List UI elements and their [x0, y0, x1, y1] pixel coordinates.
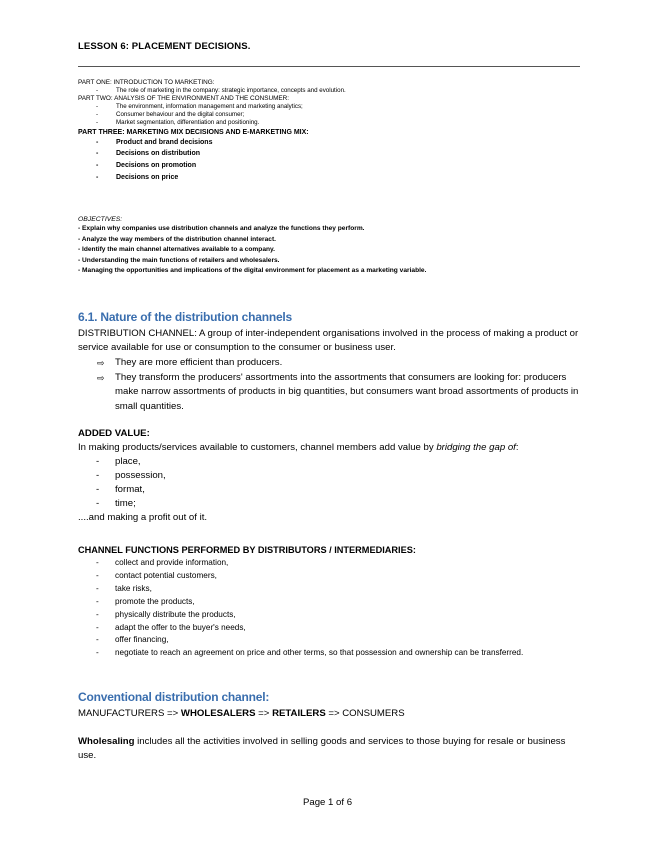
added-value-heading: ADDED VALUE: [78, 428, 150, 439]
list-item: - physically distribute the products, [96, 609, 236, 619]
distribution-channel-definition: DISTRIBUTION CHANNEL: A group of inter-independent organisations involved in the process of making a product or service available for use or consumption to the consumer or business user. [78, 328, 579, 353]
list-item: - take risks, [96, 583, 152, 593]
list-item: - collect and provide information, [96, 558, 229, 567]
list-item: - possession, [96, 470, 166, 481]
outline-item: - Market segmentation, differentiation and positioning. [96, 119, 260, 127]
added-value-section [78, 427, 583, 525]
outline-item: - Product and brand decisions [96, 138, 213, 146]
objective-item: - Explain why companies use distribution channels and analyze the functions they perform. [78, 225, 365, 232]
section-heading-6-1: 6.1. Nature of the distribution channels [78, 310, 293, 324]
channel-functions-section [78, 543, 583, 660]
list-item: ⇨ They are more efficient than producers. [78, 356, 583, 371]
outline-item: - Consumer behaviour and the digital consumer; [96, 111, 245, 119]
section-6-1-body [78, 327, 583, 414]
objective-item: - Identify the main channel alternatives available to a company. [78, 246, 276, 253]
list-item: - offer financing, [96, 635, 169, 645]
list-item: - adapt the offer to the buyer's needs, [96, 622, 246, 632]
channel-flow: MANUFACTURERS => WHOLESALERS => RETAILERS => CONSUMERS [78, 708, 405, 719]
list-item: - time; [96, 498, 136, 509]
page-number: Page 1 of 6 [302, 797, 353, 808]
objective-item: - Understanding the main functions of retailers and wholesalers. [78, 256, 280, 264]
list-item: - promote the products, [96, 596, 195, 606]
page-title: LESSON 6: PLACEMENT DECISIONS. [78, 41, 251, 52]
outline-item: - The environment, information management and marketing analytics; [96, 103, 303, 111]
outline-part-two: PART TWO: ANALYSIS OF THE ENVIRONMENT AND THE CONSUMER: [78, 95, 290, 103]
outline-part-one: PART ONE: INTRODUCTION TO MARKETING: [78, 79, 215, 86]
list-item: - format, [96, 484, 145, 495]
objective-item: - Managing the opportunities and implications of the digital environment for placement as a marketing variable. [78, 267, 427, 274]
channel-functions-list [78, 557, 583, 660]
channel-benefits-list [78, 356, 583, 414]
list-item: - contact potential customers, [96, 570, 217, 580]
conventional-channel-heading: Conventional distribution channel: [78, 690, 270, 704]
arrow-icon: ⇨ [97, 358, 105, 368]
outline-item: - Decisions on distribution [96, 150, 201, 158]
objectives-title: OBJECTIVES: [78, 216, 123, 223]
list-item: - negotiate to reach an agreement on price and other terms, so that possession and ownership can be transferred. [96, 648, 524, 658]
outline-item: - The role of marketing in the company: strategic importance, concepts and evolution. [96, 87, 346, 95]
added-value-intro: In making products/services available to customers, channel members add value by bridging the gap of: [78, 442, 519, 453]
list-item: ⇨ They transform the producers' assortments into the assortments that consumers are looking for: producers make narrow assortments of products in big quantities, but consumers want broad assortments of products in small quantities. [78, 371, 583, 415]
channel-functions-heading: CHANNEL FUNCTIONS PERFORMED BY DISTRIBUTORS / INTERMEDIARIES: [78, 545, 416, 555]
outline-part-three: PART THREE: MARKETING MIX DECISIONS AND E-MARKETING MIX: [78, 128, 309, 136]
outline-item: - Decisions on promotion [96, 162, 197, 170]
list-item: - place, [96, 456, 141, 467]
course-outline [78, 79, 578, 184]
objectives [78, 215, 598, 277]
added-value-closing: ....and making a profit out of it. [78, 512, 208, 523]
title-divider [78, 66, 580, 67]
gap-list [78, 455, 583, 511]
outline-item: - Decisions on price [96, 173, 179, 181]
wholesaling-definition: Wholesaling includes all the activities involved in selling goods and services to those buying for resale or business use. [78, 736, 566, 761]
arrow-icon: ⇨ [97, 372, 105, 383]
objective-item: - Analyze the way members of the distribution channel interact. [78, 235, 276, 243]
conventional-channel-body [78, 707, 583, 763]
